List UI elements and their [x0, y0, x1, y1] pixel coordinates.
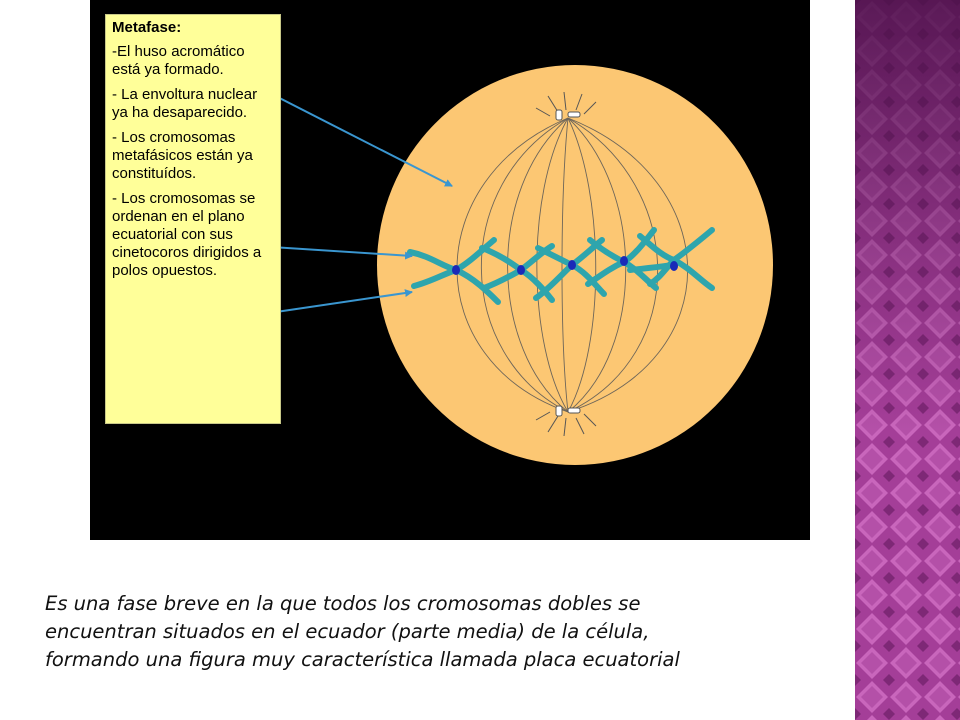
- caption-line: Es una fase breve en la que todos los cromosomas dobles se: [45, 592, 641, 615]
- note-chromosomes: - Los cromosomas metafásicos están ya constituídos.: [112, 129, 253, 182]
- decorative-sidebar: [855, 0, 960, 720]
- caption-line: formando una figura muy característica llamada placa ecuatorial: [45, 648, 680, 671]
- diamond-pattern: [855, 0, 960, 720]
- caption-line: encuentran situados en el ecuador (parte media) de la célula,: [45, 620, 650, 643]
- note-spindle: -El huso acromático está ya formado.: [112, 43, 245, 78]
- note-nuclear-envelope: - La envoltura nuclear ya ha desaparecido.: [112, 86, 258, 121]
- notes-title: Metafase:: [112, 19, 182, 36]
- note-equatorial-plane: - Los cromosomas se ordenan en el plano ecuatorial con sus cinetocoros dirigidos a polos opuestos.: [112, 190, 262, 279]
- slide-caption: [45, 590, 835, 674]
- metaphase-notes-box: [105, 14, 281, 424]
